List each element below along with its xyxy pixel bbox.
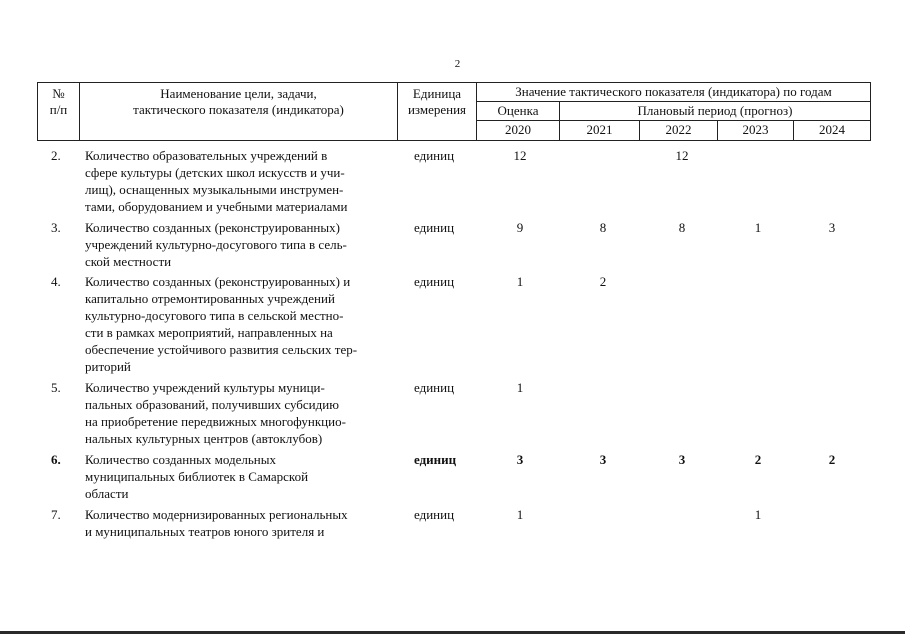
- header-year-2020: 2020: [477, 121, 560, 141]
- row-value-2022: 3: [678, 452, 686, 467]
- table-header: [37, 82, 871, 141]
- row-unit: единиц: [414, 380, 455, 395]
- row-value-2023: 1: [754, 507, 762, 522]
- row-description: Количество созданных модельных муниципальных библиотек в Самарской области: [85, 452, 309, 501]
- row-value-2024: 2: [828, 452, 836, 467]
- header-estimate: Оценка: [477, 102, 560, 121]
- row-value-2020: 9: [516, 220, 524, 235]
- header-planned: Плановый период (прогноз): [560, 102, 871, 121]
- row-value-2020: 1: [516, 380, 524, 395]
- header-year-2021: 2021: [560, 121, 640, 141]
- row-unit: единиц: [414, 452, 457, 467]
- row-value-2020: 12: [513, 148, 527, 163]
- page-number: 2: [454, 58, 461, 70]
- row-number: 5.: [51, 380, 61, 395]
- row-value-2021: 3: [599, 452, 607, 467]
- row-value-2022: 12: [675, 148, 689, 163]
- row-number: 3.: [51, 220, 61, 235]
- page-bottom-edge: [0, 631, 905, 634]
- header-col-num: № п/п: [38, 83, 80, 141]
- header-col-values: Значение тактического показателя (индикатора) по годам: [477, 83, 871, 102]
- row-description: Количество образовательных учреждений в сфере культуры (детских школ искусств и учи- лищ), оснащенных музыкальными инструмен- тами, оборудованием и учебными материалами: [85, 148, 348, 214]
- header-year-2023: 2023: [718, 121, 794, 141]
- row-number: 4.: [51, 274, 61, 289]
- header-col-name: Наименование цели, задачи, тактического показателя (индикатора): [80, 83, 398, 141]
- row-value-2023: 1: [754, 220, 762, 235]
- row-description: Количество созданных (реконструированных) учреждений культурно-досугового типа в сель- ской местности: [85, 220, 347, 269]
- header-year-2022: 2022: [640, 121, 718, 141]
- row-unit: единиц: [414, 148, 455, 163]
- row-value-2021: 2: [599, 274, 607, 289]
- row-unit: единиц: [414, 274, 455, 289]
- row-number: 7.: [51, 507, 61, 522]
- header-col-unit: Единица измерения: [398, 83, 477, 141]
- row-value-2021: 8: [599, 220, 607, 235]
- row-value-2020: 1: [516, 507, 524, 522]
- row-number: 2.: [51, 148, 61, 163]
- row-number: 6.: [51, 452, 61, 467]
- row-value-2020: 1: [516, 274, 524, 289]
- row-value-2024: 3: [828, 220, 836, 235]
- row-value-2023: 2: [754, 452, 762, 467]
- row-unit: единиц: [414, 507, 455, 522]
- row-unit: единиц: [414, 220, 455, 235]
- row-value-2022: 8: [678, 220, 686, 235]
- header-year-2024: 2024: [794, 121, 871, 141]
- row-description: Количество созданных (реконструированных) и капитально отремонтированных учреждений культурно-досугового типа в сельской местно- сти в рамках мероприятий, направленных на обеспечение устойчивого развития сельских тер- риторий: [85, 274, 358, 374]
- row-description: Количество модернизированных региональных и муниципальных театров юного зрителя и: [85, 507, 348, 539]
- row-description: Количество учреждений культуры муници- пальных образований, получивших субсидию на приобретение передвижных многофункцио- нальных культурных центров (автоклубов): [85, 380, 346, 446]
- row-value-2020: 3: [516, 452, 524, 467]
